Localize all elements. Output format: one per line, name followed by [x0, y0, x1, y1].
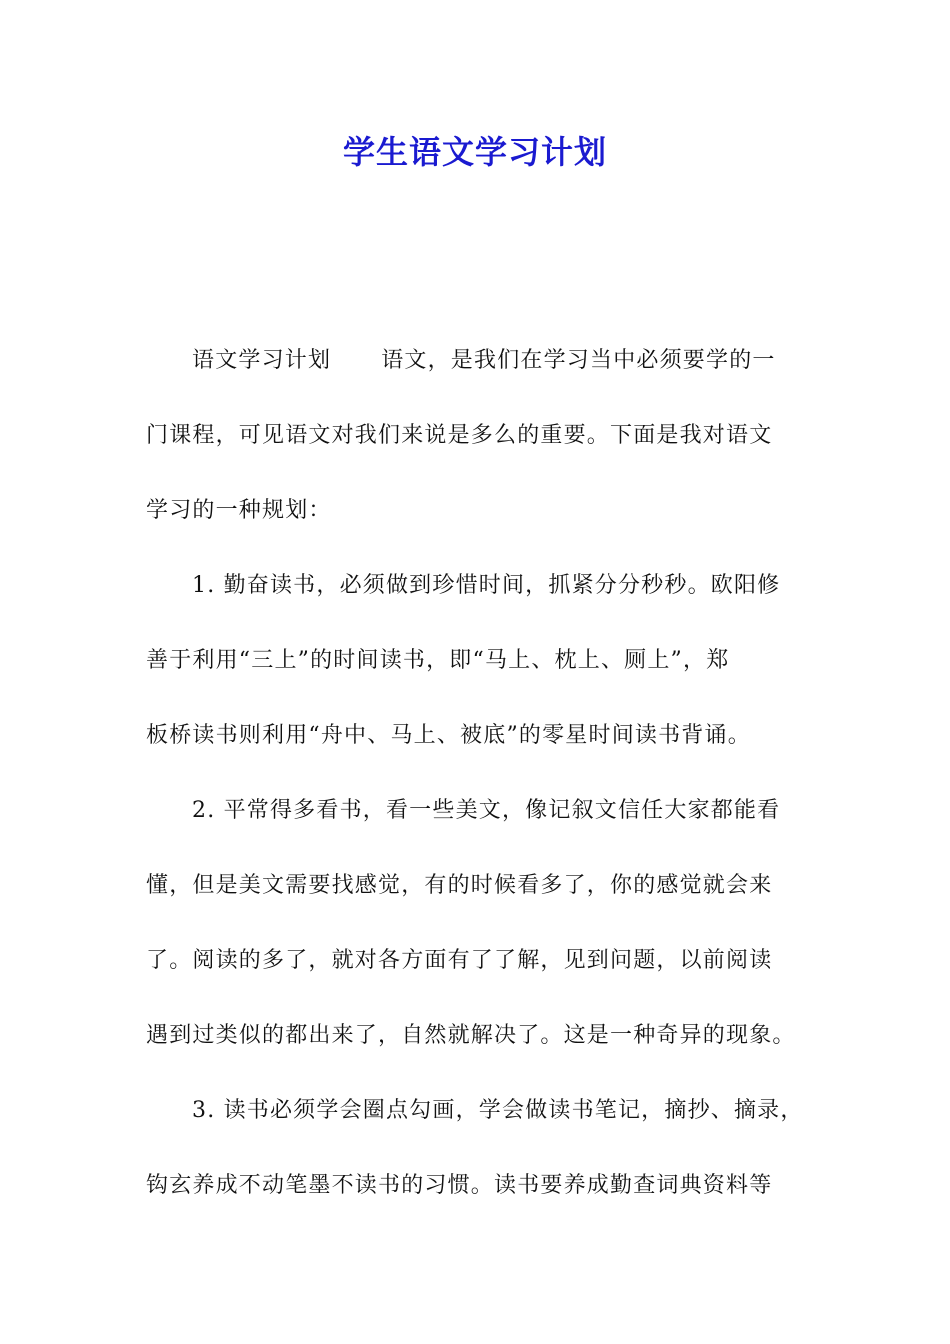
point1-line-1: 1. 勤奋读书，必须做到珍惜时间，抓紧分分秒秒。欧阳修 — [192, 573, 781, 598]
intro-line-3: 学习的一种规划： — [146, 498, 332, 523]
point2-line-3: 了。阅读的多了，就对各方面有了了解，见到问题，以前阅读 — [146, 948, 773, 973]
point1-line-2: 善于利用“三上”的时间读书，即“马上、枕上、厕上”，郑 — [146, 648, 730, 673]
intro-line-1 — [146, 334, 810, 409]
point2-line-1: 2. 平常得多看书，看一些美文，像记叙文信任大家都能看 — [192, 798, 781, 823]
point3-line-2: 钩玄养成不动笔墨不读书的习惯。读书要养成勤查词典资料等 — [146, 1173, 773, 1198]
point3-line-1: 3. 读书必须学会圈点勾画，学会做读书笔记，摘抄、摘录， — [192, 1098, 804, 1123]
document-title: 学生语文学习计划 — [342, 133, 607, 171]
point2-line-4: 遇到过类似的都出来了，自然就解决了。这是一种奇异的现象。 — [146, 1023, 796, 1048]
document-body — [146, 334, 810, 1234]
intro-line-2: 门课程，可见语文对我们来说是多么的重要。下面是我对语文 — [146, 423, 773, 448]
point1-line-3: 板桥读书则利用“舟中、马上、被底”的零星时间读书背诵。 — [146, 723, 751, 748]
intro-text-1: 语文，是我们在学习当中必须要学的一 — [381, 348, 776, 373]
intro-heading: 语文学习计划 — [192, 348, 332, 373]
point2-line-2: 懂，但是美文需要找感觉，有的时候看多了，你的感觉就会来 — [146, 873, 773, 898]
